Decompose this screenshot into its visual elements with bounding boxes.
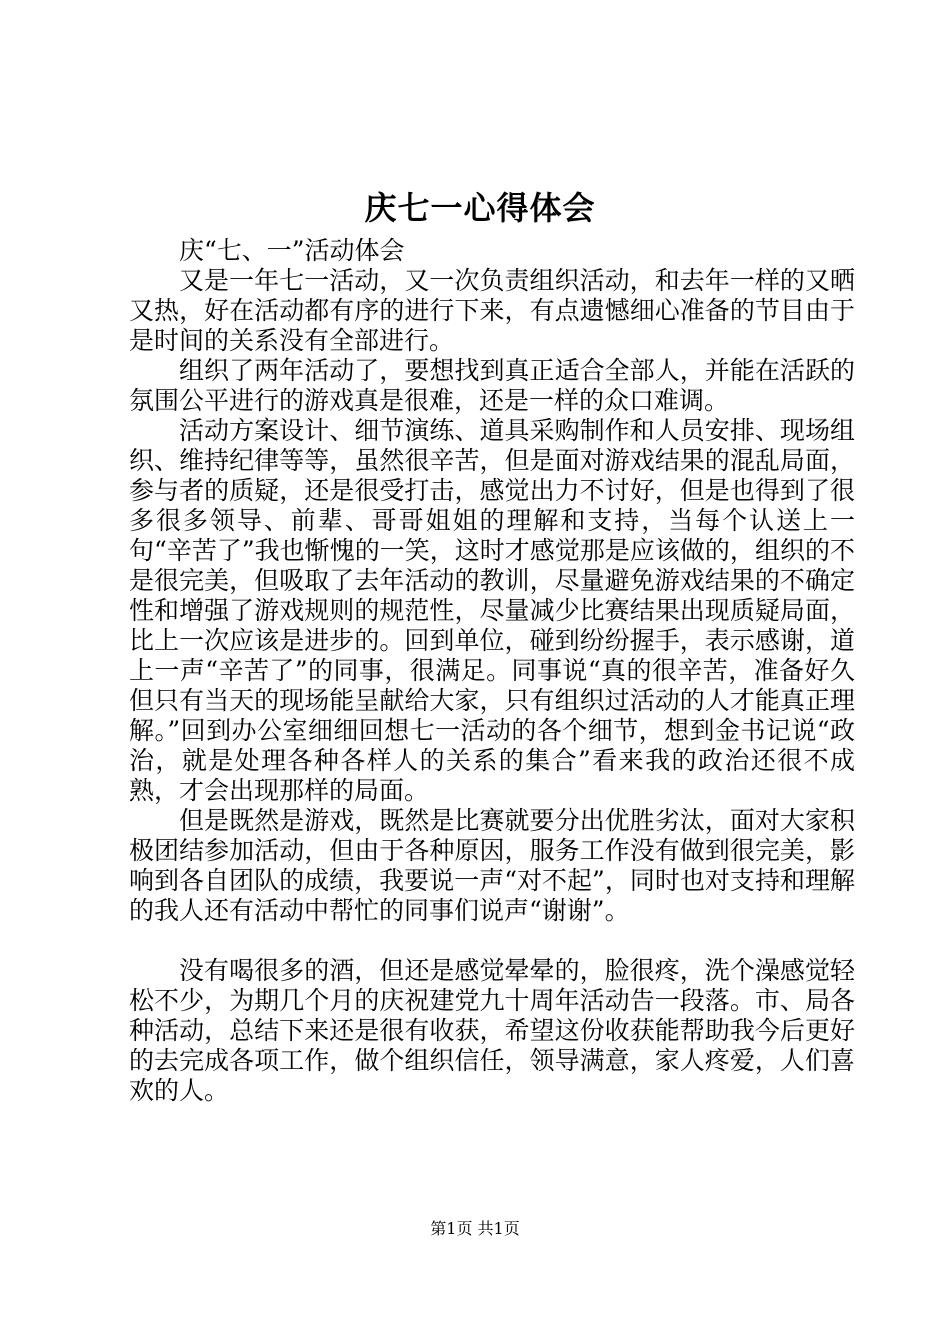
paragraph: 活动方案设计、细节演练、道具采购制作和人员安排、现场组织、维持纪律等等，虽然很辛苦，但是面对游戏结果的混乱局面，参与者的质疑，还是很受打击，感觉出力不讨好，但是也得到了很多很多领导、前辈、哥哥姐姐的理解和支持，当每个认送上一句“辛苦了”我也惭愧的一笑，这时才感觉那是应该做的，组织的不是很完美，但吸取了去年活动的教训，尽量避免游戏结果的不确定性和增强了游戏规则的规范性，尽量减少比赛结果出现质疑局面，比上一次应该是进步的。回到单位，碰到纷纷握手，表示感谢，道上一声“辛苦了”的同事，很满足。同事说“真的很辛苦，准备好久但只有当天的现场能呈献给大家，只有组织过活动的人才能真正理解。”回到办公室细细回想七一活动的各个细节，想到金书记说“政治，就是处理各种各样人的关系的集合”看来我的政治还很不成熟，才会出现那样的局面。: [129, 416, 855, 805]
paragraph: 但是既然是游戏，既然是比赛就要分出优胜劣汰，面对大家积极团结参加活动，但由于各种原因，服务工作没有做到很完美，影响到各自团队的成绩，我要说一声“对不起”，同时也对支持和理解的我人还有活动中帮忙的同事们说声“谢谢”。: [129, 806, 855, 925]
paragraph: 组织了两年活动了，要想找到真正适合全部人，并能在活跃的氛围公平进行的游戏真是很难，还是一样的众口难调。: [129, 356, 855, 415]
document-title: 庆七一心得体会: [364, 189, 596, 227]
blank-line: [129, 926, 855, 956]
page-footer: 第1页 共1页: [430, 1219, 520, 1238]
subtitle: 庆“七、一”活动体会: [179, 236, 405, 265]
paragraph: 又是一年七一活动，又一次负责组织活动，和去年一样的又晒又热，好在活动都有序的进行下来，有点遗憾细心准备的节目由于是时间的关系没有全部进行。: [129, 266, 855, 355]
document-body: [129, 236, 855, 1106]
paragraph: 没有喝很多的酒，但还是感觉晕晕的，脸很疼，洗个澡感觉轻松不少，为期几个月的庆祝建党九十周年活动告一段落。市、局各种活动，总结下来还是很有收获，希望这份收获能帮助我今后更好的去完成各项工作，做个组织信任，领导满意，家人疼爱，人们喜欢的人。: [129, 956, 855, 1105]
